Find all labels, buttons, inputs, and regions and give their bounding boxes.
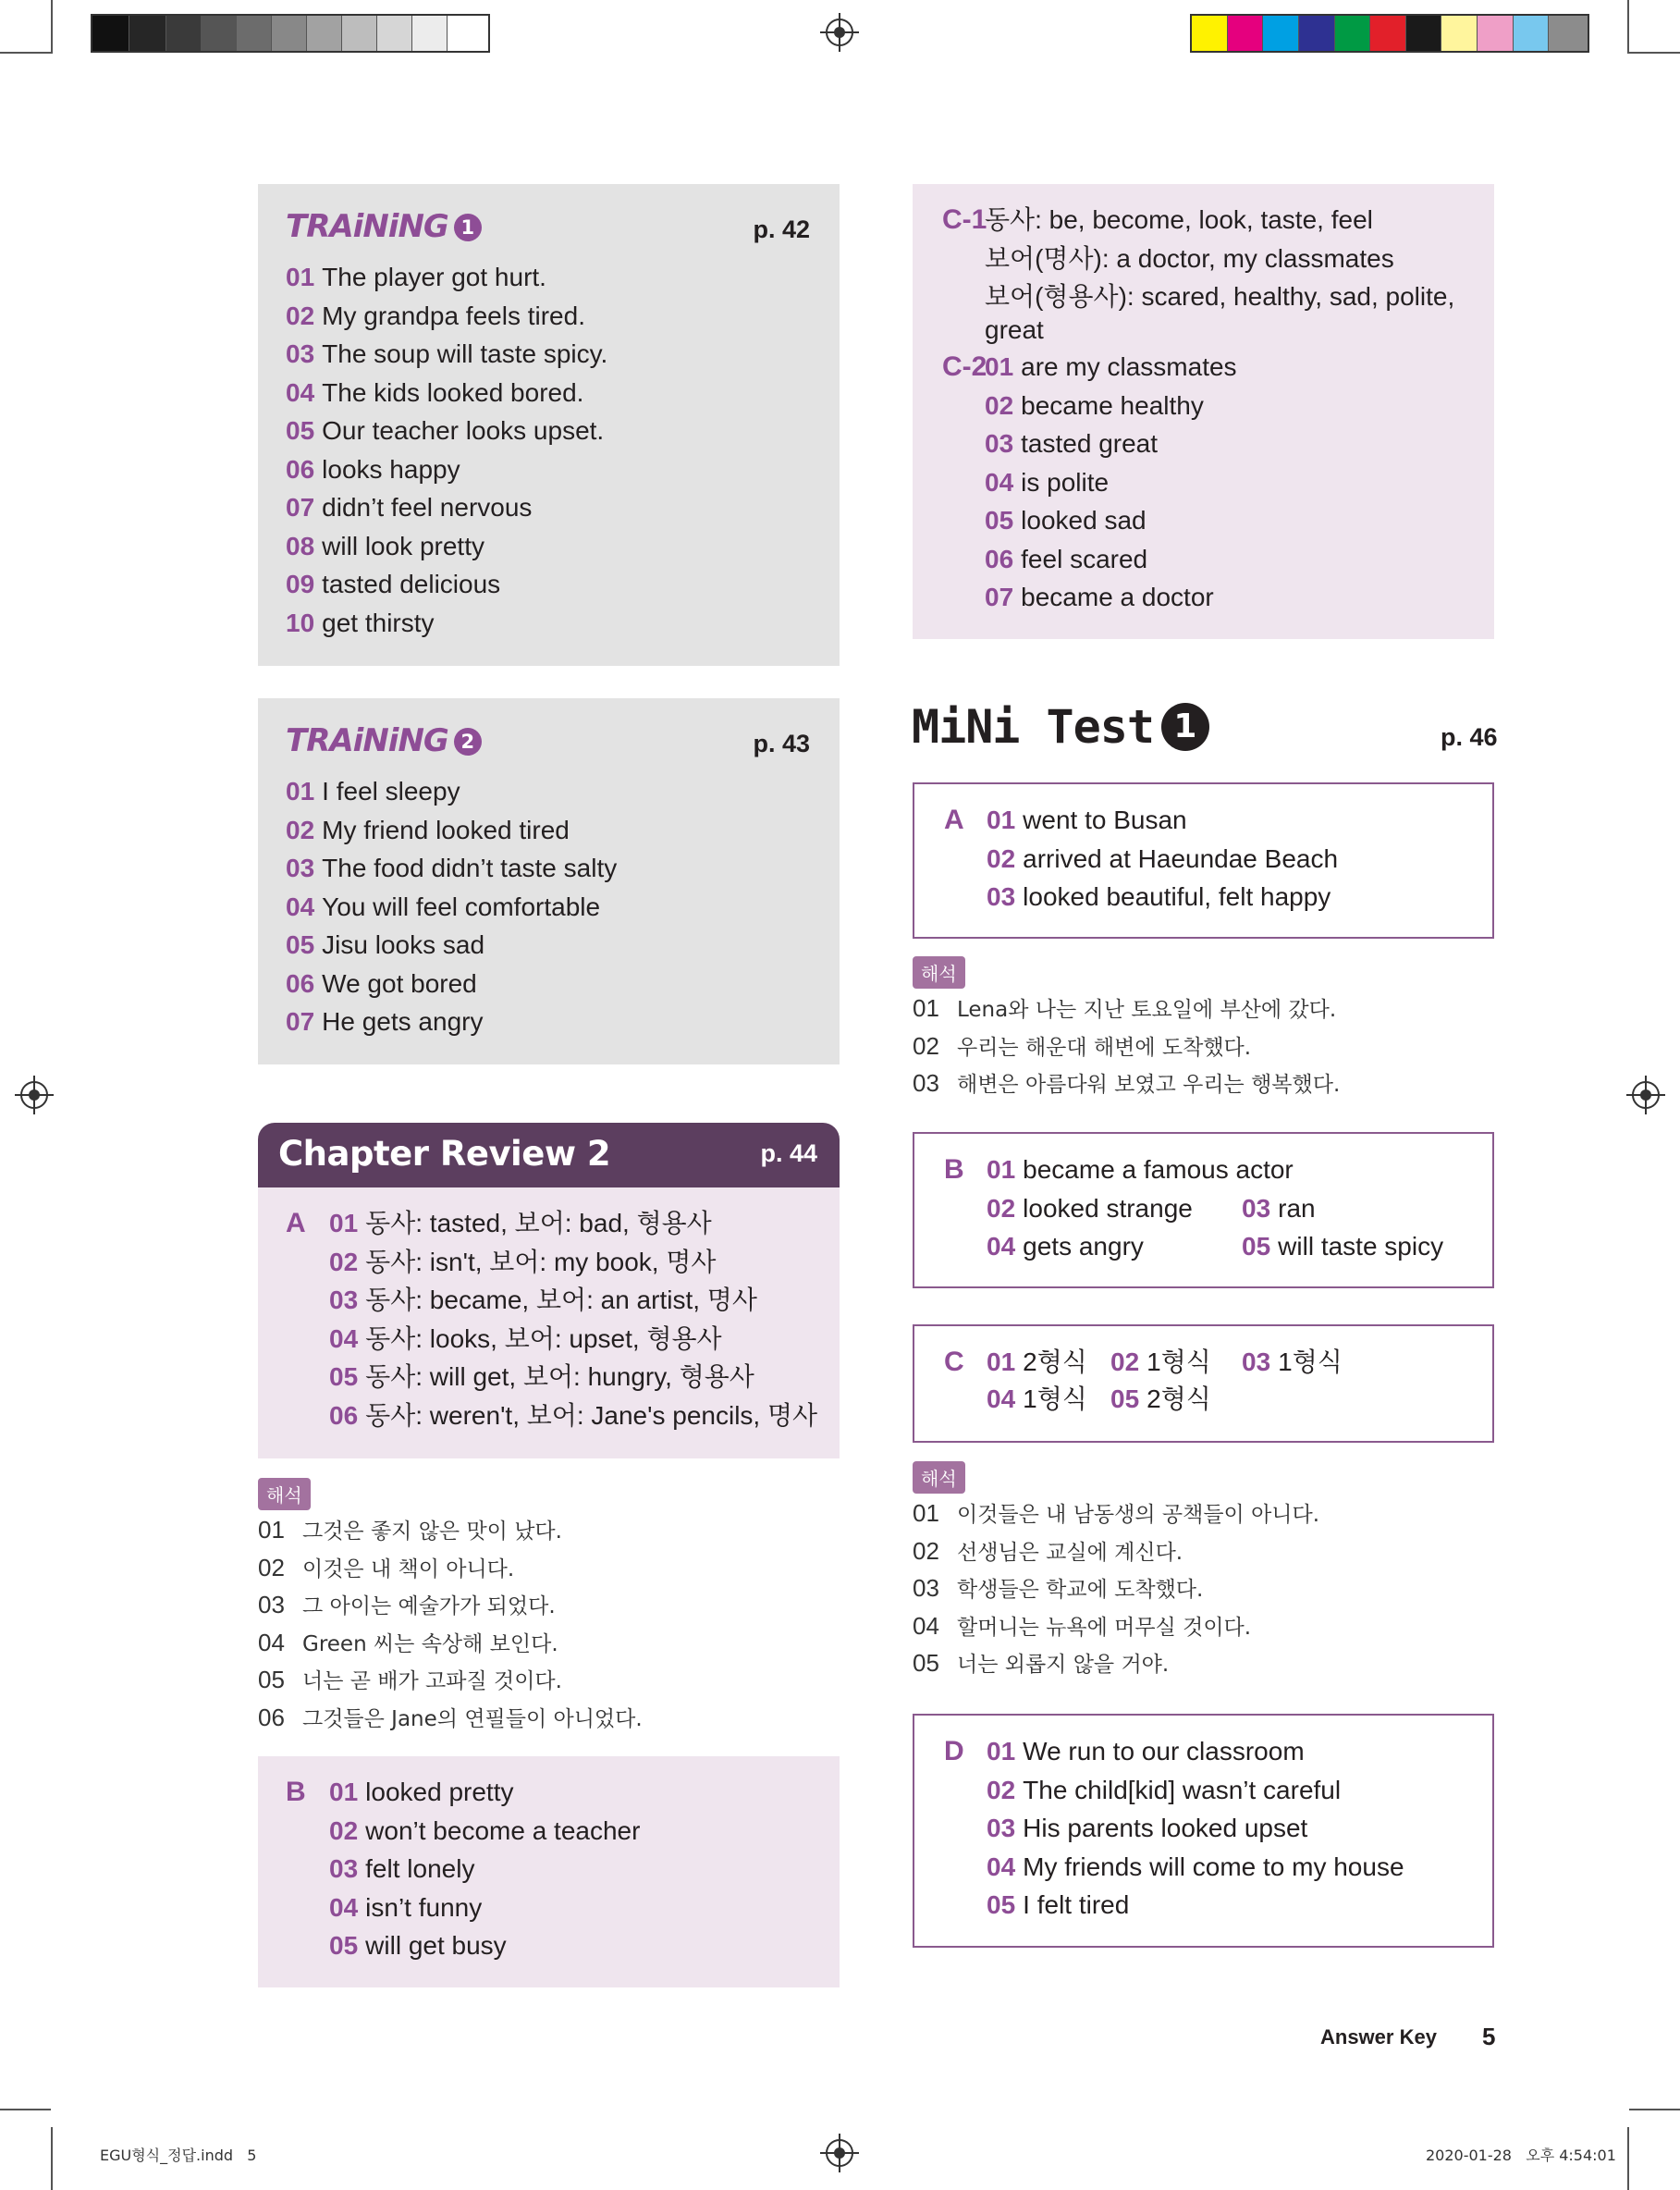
c2-item [985,348,1237,387]
item-number: 05 [286,416,315,445]
translation-line [258,1700,840,1738]
registration-mark-icon [1632,1081,1660,1109]
chapter-review-b-label: B [286,1777,306,1807]
item-text: looked beautiful, felt happy [1023,882,1331,911]
chapter-review-b-box [258,1756,840,1987]
item-number: 04 [329,1892,359,1922]
chapter-review-b-item [329,1812,640,1851]
translation-number: 06 [258,1703,285,1731]
chapter-review-a-item [329,1204,817,1243]
crop-mark [0,52,51,54]
training-1-list [286,258,607,642]
item-number: 03 [329,1286,359,1314]
file-name: EGU형식_정답.indd 5 [100,2147,257,2164]
training-1-badge: 1 [454,214,482,241]
item-number: 01 [286,777,315,806]
item-number: 02 [329,1815,359,1845]
registration-mark-icon [826,2139,853,2167]
mini-test-d-label: D [944,1736,964,1766]
translation-text: 할머니는 뉴욕에 머무실 것이다. [957,1615,1252,1640]
mini-test-c-item-3: 03 1형식 [1242,1347,1343,1376]
translation-number: 04 [913,1611,939,1640]
translation-number: 05 [258,1666,285,1694]
item-number: 04 [329,1323,359,1353]
item-text: 동사: became, 보어: an artist, 명사 [365,1286,757,1314]
item-text: feel scared [1021,544,1148,573]
translation-text: 선생님은 교실에 계신다. [957,1540,1183,1565]
training-1-item [286,527,607,566]
translation-number: 03 [913,1069,939,1098]
training-2-item [286,965,617,1003]
item-number: 01 [329,1778,359,1806]
translation-number: 04 [258,1628,285,1656]
mini-test-b-box [913,1132,1494,1288]
translation-list [913,1495,1494,1683]
training-2-item [286,849,617,888]
translation-line [913,1533,1494,1571]
translation-number: 05 [913,1649,939,1678]
crop-mark [51,0,53,54]
training-2-badge: 2 [454,728,482,756]
translation-number: 01 [913,1499,939,1527]
chapter-review-b-item [329,1926,640,1965]
training-1-item [286,450,607,489]
print-timestamp: 2020-01-28 오후 4:54:01 [1426,2147,1616,2164]
mini-test-d-item [987,1771,1404,1810]
item-number: 02 [329,1247,359,1276]
mini-test-c-translation [913,1461,1494,1683]
item-number: 02 [987,843,1016,873]
training-1-item [286,488,607,527]
translation-line [913,1065,1494,1103]
crop-mark [1629,2109,1680,2110]
translation-line [913,1570,1494,1608]
item-number: 06 [985,544,1014,573]
translation-line [913,1608,1494,1646]
translation-tag: 해석 [258,1478,311,1510]
answer-key-label: Answer Key [1320,2025,1437,2049]
item-number: 05 [329,1362,359,1391]
translation-line [258,1512,840,1550]
translation-text: 그것은 좋지 않은 맛이 났다. [302,1519,562,1544]
translation-text: Green 씨는 속상해 보인다. [302,1631,558,1656]
c2-label: C-2 [942,351,987,382]
training-1-item [286,258,607,297]
training-2-item [286,888,617,927]
item-number: 05 [985,506,1014,535]
item-text: will look pretty [322,531,484,560]
item-number: 02 [286,815,315,844]
translation-text: 너는 곧 배가 고파질 것이다. [302,1669,562,1694]
translation-list [913,990,1494,1103]
translation-number: 02 [258,1553,285,1581]
mini-test-a-item [987,801,1338,840]
grayscale-color-bar [91,14,490,53]
mini-test-b-item-2: 02 looked strange [987,1193,1193,1223]
registration-mark-icon [826,18,853,46]
item-text: 동사: weren't, 보어: Jane's pencils, 명사 [365,1400,818,1430]
item-text: won’t become a teacher [365,1815,641,1845]
c2-list [985,348,1237,617]
translation-number: 02 [913,1536,939,1565]
mini-test-d-list [987,1732,1404,1925]
c2-item [985,463,1237,502]
item-text: didn’t feel nervous [322,493,533,522]
training-2-item [286,926,617,965]
item-text: The child[kid] wasn’t careful [1023,1775,1342,1804]
training-2-item [286,811,617,850]
process-color-bar [1190,14,1589,53]
item-number: 06 [286,968,315,998]
translation-list [258,1512,840,1738]
translation-line [258,1550,840,1588]
item-number: 03 [286,854,315,882]
item-text: The kids looked bored. [322,377,584,407]
item-text: The player got hurt. [322,263,546,291]
item-text: I felt tired [1023,1890,1130,1919]
translation-line [913,1645,1494,1683]
mini-test-d-item [987,1886,1404,1925]
item-number: 06 [286,454,315,484]
mini-test-d-item [987,1809,1404,1848]
item-number: 06 [329,1400,359,1430]
translation-text: 우리는 해운대 해변에 도착했다. [957,1035,1252,1060]
item-text: will get busy [365,1931,507,1960]
item-number: 10 [286,608,315,637]
c2-item [985,501,1237,540]
item-text: looks happy [322,454,460,484]
chapter-review-b-item [329,1773,640,1812]
mini-test-c-item-2: 02 1형식 [1110,1347,1211,1376]
training-2-item [286,772,617,811]
training-2-title: TRAiNiNG [286,722,448,759]
crop-mark [0,2109,51,2110]
item-text: arrived at Haeundae Beach [1023,843,1339,873]
mini-test-page-ref: p. 46 [1441,723,1498,751]
item-text: Jisu looks sad [322,930,485,959]
chapter-review-b-item [329,1850,640,1889]
mini-test-d-box [913,1714,1494,1948]
translation-line [258,1587,840,1625]
training-1-item [286,335,607,374]
item-text: 동사: looks, 보어: upset, 형용사 [365,1323,722,1353]
mini-test-a-label: A [944,805,964,835]
item-number: 01 [985,352,1014,381]
item-text: isn’t funny [365,1892,483,1922]
translation-text: Lena와 나는 지난 토요일에 부산에 갔다. [957,998,1337,1022]
item-number: 08 [286,531,315,560]
chapter-review-a-item [329,1281,817,1320]
translation-line [913,990,1494,1028]
item-number: 03 [329,1854,359,1883]
item-number: 07 [286,493,315,522]
chapter-review-a-item [329,1243,817,1282]
item-number: 07 [286,1007,315,1036]
training-2-heading [286,722,482,759]
item-text: tasted great [1021,429,1159,458]
translation-text: 이것들은 내 남동생의 공책들이 아니다. [957,1503,1320,1527]
c2-item [985,540,1237,579]
mini-test-c-box [913,1324,1494,1443]
mini-test-c-item-5: 05 2형식 [1110,1384,1211,1413]
translation-tag: 해석 [913,1461,965,1494]
crop-mark [1627,2127,1629,2190]
crop-mark [51,2127,53,2190]
translation-tag: 해석 [913,956,965,989]
translation-number: 03 [913,1574,939,1603]
training-2-item [286,1003,617,1041]
translation-number: 01 [913,994,939,1022]
item-text: The food didn’t taste salty [322,854,618,882]
item-number: 04 [987,1852,1016,1881]
translation-text: 그것들은 Jane의 연필들이 아니었다. [302,1706,643,1731]
mini-test-b-item-4: 04 gets angry [987,1232,1144,1261]
mini-test-c-item-4: 04 1형식 [987,1384,1087,1413]
c1-label: C-1 [942,204,987,235]
translation-number: 01 [258,1516,285,1544]
item-number: 07 [985,583,1014,611]
item-number: 05 [286,930,315,959]
mini-test-a-box [913,782,1494,939]
item-number: 03 [987,1814,1016,1842]
chapter-review-page-ref: p. 44 [760,1139,817,1167]
item-number: 02 [985,390,1014,420]
item-number: 09 [286,570,315,598]
translation-text: 해변은 아름다워 보였고 우리는 행복했다. [957,1073,1341,1098]
mini-test-d-item [987,1732,1404,1771]
item-text: are my classmates [1021,352,1237,381]
c2-item [985,578,1237,617]
chapter-review-a-item [329,1320,817,1359]
chapter-review-title: Chapter Review 2 [278,1134,611,1174]
item-text: get thirsty [322,608,435,637]
item-text: My friends will come to my house [1023,1852,1404,1881]
item-text: tasted delicious [322,570,501,598]
mini-test-b-item-3: 03 ran [1242,1193,1316,1223]
translation-line [258,1662,840,1700]
training-1-item [286,412,607,450]
item-text: 동사: isn't, 보어: my book, 명사 [365,1247,717,1276]
registration-mark-icon [20,1081,48,1109]
c1-line: 보어(형용사): scared, healthy, sad, polite, [985,282,1455,311]
item-number: 04 [286,892,315,921]
mini-test-d-item [987,1848,1404,1887]
chapter-review-a-list [329,1204,817,1434]
item-number: 03 [985,429,1014,458]
mini-test-b-item-5: 05 will taste spicy [1242,1232,1444,1261]
training-1-item [286,604,607,643]
item-text: His parents looked upset [1023,1814,1308,1842]
mini-test-a-item [987,878,1338,917]
c1-lines [985,201,1454,344]
item-text: felt lonely [365,1854,475,1883]
item-text: My grandpa feels tired. [322,301,585,330]
training-1-item [286,374,607,412]
item-number: 01 [329,1209,359,1237]
item-number: 04 [985,467,1014,497]
item-text: My friend looked tired [322,815,570,844]
mini-test-b-label: B [944,1154,964,1185]
training-2-list [286,772,617,1041]
item-text: 동사: will get, 보어: hungry, 형용사 [365,1362,754,1391]
item-text: looked pretty [365,1778,514,1806]
item-number: 01 [286,263,315,291]
chapter-review-a-item [329,1358,817,1396]
training-1-item [286,565,607,604]
item-text: became healthy [1021,390,1204,420]
mini-test-heading [912,700,1209,754]
item-text: We got bored [322,968,477,998]
chapter-review-a-item [329,1396,817,1435]
c-section-box [913,184,1494,639]
mini-test-title: MiNi Test [912,700,1154,754]
translation-text: 너는 외롭지 않을 거야. [957,1653,1170,1678]
item-text: The soup will taste spicy. [322,339,608,368]
training-2-box [258,698,840,1064]
mini-test-a-item [987,840,1338,879]
item-text: looked sad [1021,506,1147,535]
chapter-review-header [258,1123,840,1187]
training-2-page-ref: p. 43 [753,730,810,757]
item-text: Our teacher looks upset. [322,416,605,445]
mini-test-c-item-1: 01 2형식 [987,1347,1087,1376]
chapter-review-b-item [329,1889,640,1927]
training-1-page-ref: p. 42 [753,215,810,243]
item-number: 02 [987,1775,1016,1804]
c1-line: 보어(명사): a doctor, my classmates [985,243,1394,273]
translation-line [913,1028,1494,1066]
translation-number: 03 [258,1591,285,1619]
training-1-box [258,184,840,666]
translation-number: 02 [913,1031,939,1060]
mini-test-c-label: C [944,1347,964,1377]
item-text: became a doctor [1021,583,1214,611]
mini-test-badge: 1 [1161,703,1209,751]
item-text: 동사: tasted, 보어: bad, 형용사 [365,1209,712,1237]
training-1-item [286,297,607,336]
crop-mark [1627,0,1629,54]
item-number: 02 [286,301,315,330]
item-text: You will feel comfortable [322,892,601,921]
item-number: 03 [286,339,315,368]
item-text: He gets angry [322,1007,484,1036]
training-1-heading [286,208,482,245]
item-text: is polite [1021,467,1110,497]
item-number: 03 [987,882,1016,911]
chapter-review-b-list [329,1773,640,1965]
chapter-review-a-translation [258,1478,840,1738]
page-number: 5 [1482,2023,1496,2050]
translation-line [258,1625,840,1663]
translation-text: 학생들은 학교에 도착했다. [957,1578,1204,1603]
item-text: went to Busan [1023,806,1187,834]
item-number: 01 [987,806,1016,834]
translation-text: 이것은 내 책이 아니다. [302,1556,515,1581]
item-text: I feel sleepy [322,777,460,806]
c2-item [985,424,1237,463]
item-text: We run to our classroom [1023,1737,1305,1766]
c2-item [985,387,1237,425]
chapter-review-a-box [258,1187,840,1458]
chapter-review-a-label: A [286,1208,306,1238]
item-number: 05 [329,1931,359,1960]
training-1-title: TRAiNiNG [286,208,448,245]
mini-test-b-item-1: 01 became a famous actor [987,1155,1294,1184]
mini-test-a-list [987,801,1338,917]
c1-line: great [985,314,1044,344]
translation-line [913,1495,1494,1533]
item-number: 05 [987,1890,1016,1919]
mini-test-a-translation [913,956,1494,1103]
crop-mark [1629,52,1680,54]
item-number: 04 [286,377,315,407]
c1-line: 동사: be, become, look, taste, feel [985,205,1373,234]
translation-text: 그 아이는 예술가가 되었다. [302,1594,556,1619]
item-number: 01 [987,1737,1016,1766]
